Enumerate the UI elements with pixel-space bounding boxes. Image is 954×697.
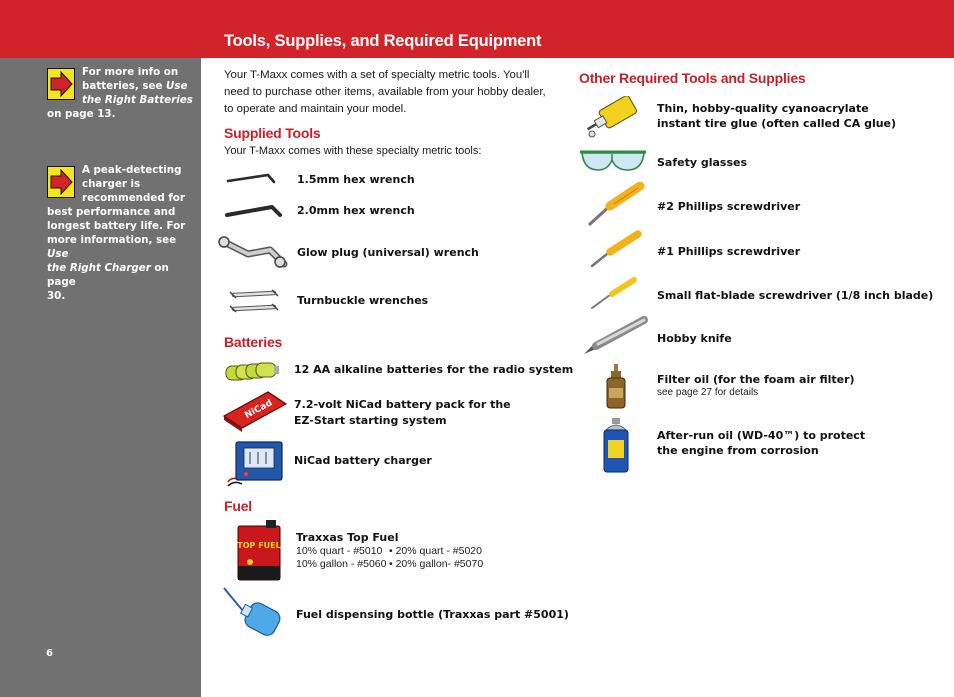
fuel-sku-gallon-10: 10% gallon - #5060 (296, 558, 387, 570)
sidebar-note-charger-body: best performance and longest battery life. For more information, see Use the Right Charger on page 30. (47, 206, 186, 302)
supply-label: Hobby knife (657, 332, 732, 345)
flat-blade-screwdriver-image (588, 276, 640, 312)
sidebar (0, 58, 201, 697)
phillips-1-screwdriver-image (586, 230, 644, 272)
supply-sublabel: see page 27 for details (657, 387, 759, 398)
sidebar-note-batteries: For more info on batteries, see Use the Right Batteries (82, 66, 193, 106)
fuel-sku-quart-20: • 20% quart - #5020 (389, 545, 482, 557)
tool-label: 1.5mm hex wrench (297, 173, 415, 186)
ca-glue-image (584, 96, 644, 140)
supplied-tools-heading: Supplied Tools (224, 125, 321, 141)
supplied-tools-subtext: Your T-Maxx comes with these specialty metric tools: (224, 145, 482, 157)
battery-label: 7.2-volt NiCad battery pack for the EZ-Start starting system (294, 398, 511, 427)
fuel-label: Traxxas Top Fuel (296, 531, 399, 544)
nicad-battery-pack-image (220, 388, 290, 432)
filter-oil-bottle-image (604, 364, 628, 410)
glow-plug-wrench-image (218, 232, 288, 272)
after-run-oil-can-image (600, 418, 632, 474)
battery-brand-text: NiCad (243, 398, 275, 421)
page-number: 6 (46, 648, 53, 659)
sidebar-note-charger-top: A peak-detecting charger is recommended for (82, 164, 185, 204)
supply-label: Filter oil (for the foam air filter) (657, 373, 855, 386)
supply-label: Thin, hobby-quality cyanoacrylate instant tire glue (often called CA glue) (657, 102, 897, 130)
top-fuel-can-image (236, 520, 284, 582)
supply-label: Small flat-blade screwdriver (1/8 inch blade) (657, 289, 934, 302)
turnbuckle-wrenches-image (228, 288, 280, 316)
intro-paragraph: Your T-Maxx comes with a set of specialty metric tools. You'll need to purchase other items, available from your hobby dealer, to operate and maintain your model. (224, 69, 546, 115)
fuel-sku-quart-10: 10% quart - #5010 (296, 545, 383, 557)
nicad-charger-image (224, 436, 288, 488)
hex-wrench-small-image (226, 170, 278, 186)
fuel-heading: Fuel (224, 498, 252, 514)
arrow-right-icon (47, 68, 75, 100)
page-title: Tools, Supplies, and Required Equipment (224, 32, 542, 50)
supply-label: #2 Phillips screwdriver (657, 200, 801, 213)
battery-label: 12 AA alkaline batteries for the radio system (294, 363, 574, 376)
batteries-heading: Batteries (224, 334, 283, 350)
hex-wrench-large-image (224, 200, 286, 220)
aa-batteries-image (224, 360, 290, 384)
sidebar-note-page-ref: on page 13. (47, 108, 116, 120)
tool-label: 2.0mm hex wrench (297, 204, 415, 217)
tool-label: Glow plug (universal) wrench (297, 246, 479, 259)
phillips-2-screwdriver-image (584, 182, 646, 230)
supply-label: After-run oil (WD-40™) to protect the engine from corrosion (657, 429, 866, 457)
supply-label: #1 Phillips screwdriver (657, 245, 801, 258)
fuel-can-logo-text: TOP FUEL (237, 541, 281, 550)
fuel-bottle-label: Fuel dispensing bottle (Traxxas part #5001) (296, 608, 569, 621)
page-header-bar (0, 0, 954, 58)
safety-glasses-image (578, 148, 648, 174)
battery-label: NiCad battery charger (294, 454, 432, 467)
hobby-knife-image (580, 316, 650, 358)
fuel-bottle-image (222, 584, 288, 640)
tool-label: Turnbuckle wrenches (297, 294, 429, 307)
fuel-sku-gallon-20: • 20% gallon- #5070 (389, 558, 484, 570)
supply-label: Safety glasses (657, 156, 748, 169)
other-supplies-heading: Other Required Tools and Supplies (579, 70, 806, 86)
arrow-right-icon (47, 166, 75, 198)
